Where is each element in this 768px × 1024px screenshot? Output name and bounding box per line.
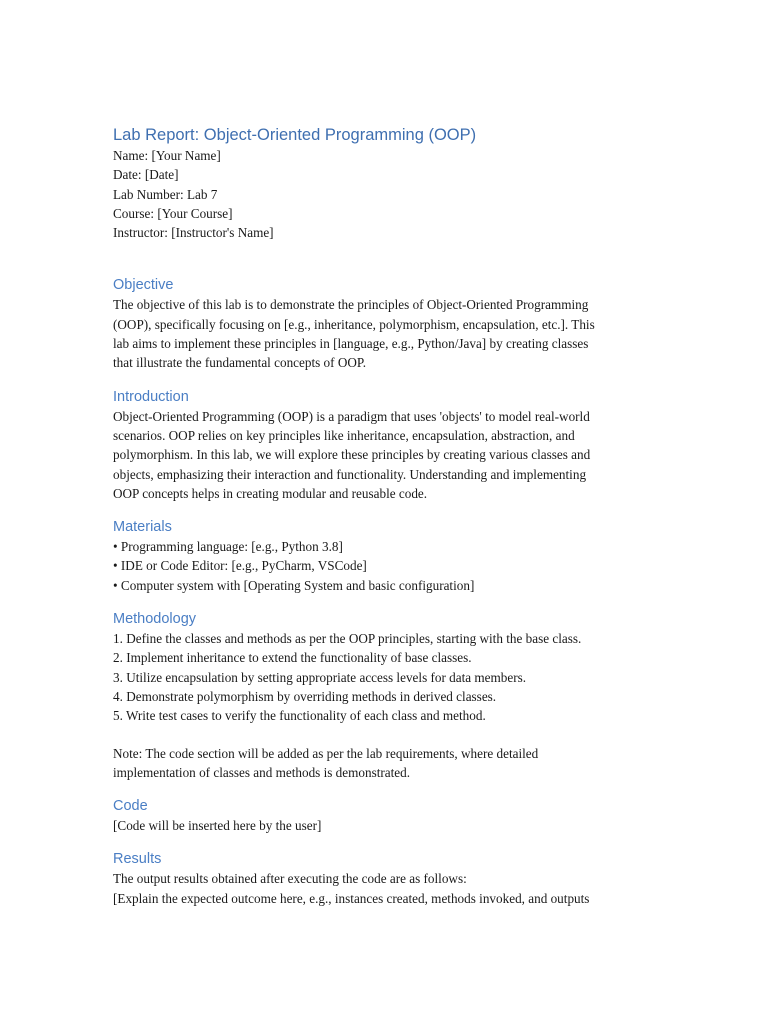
objective-line: (OOP), specifically focusing on [e.g., inheritance, polymorphism, encapsulation, etc.]. This bbox=[113, 316, 595, 332]
list-item: • Computer system with [Operating System and basic configuration] bbox=[113, 577, 475, 593]
results-line: [Explain the expected outcome here, e.g., instances created, methods invoked, and outputs bbox=[113, 890, 590, 906]
objective-line: lab aims to implement these principles in [language, e.g., Python/Java] by creating classes bbox=[113, 336, 589, 352]
meta-block bbox=[113, 146, 653, 242]
methodology-note bbox=[113, 744, 653, 783]
code-section bbox=[113, 796, 653, 835]
note-line: implementation of classes and methods is demonstrated. bbox=[113, 764, 411, 780]
list-item: • Programming language: [e.g., Python 3.8] bbox=[113, 539, 343, 555]
code-placeholder: [Code will be inserted here by the user] bbox=[113, 818, 322, 834]
list-item: 1. Define the classes and methods as per the OOP principles, starting with the base class. bbox=[113, 631, 582, 647]
objective-line: The objective of this lab is to demonstrate the principles of Object-Oriented Programming bbox=[113, 297, 589, 313]
methodology-steps bbox=[113, 629, 653, 725]
results-paragraph bbox=[113, 869, 653, 908]
materials-section bbox=[113, 517, 653, 595]
introduction-paragraph bbox=[113, 407, 653, 503]
document-title: Lab Report: Object-Oriented Programming (OOP) bbox=[113, 126, 477, 144]
introduction-line: OOP concepts helps in creating modular and reusable code. bbox=[113, 485, 428, 501]
list-item: 4. Demonstrate polymorphism by overriding methods in derived classes. bbox=[113, 688, 497, 704]
introduction-line: polymorphism. In this lab, we will explore these principles by creating various classes and bbox=[113, 447, 591, 463]
list-item: 3. Utilize encapsulation by setting appropriate access levels for data members. bbox=[113, 669, 527, 685]
document-page bbox=[113, 124, 653, 908]
objective-section bbox=[113, 275, 653, 372]
meta-course: Course: [Your Course] bbox=[113, 205, 233, 221]
list-item: 5. Write test cases to verify the functionality of each class and method. bbox=[113, 708, 486, 724]
introduction-line: Object-Oriented Programming (OOP) is a paradigm that uses 'objects' to model real-world bbox=[113, 408, 590, 424]
meta-date: Date: [Date] bbox=[113, 167, 179, 183]
list-item: • IDE or Code Editor: [e.g., PyCharm, VSCode] bbox=[113, 558, 367, 574]
introduction-line: scenarios. OOP relies on key principles like inheritance, encapsulation, abstraction, and bbox=[113, 427, 575, 443]
objective-heading: Objective bbox=[113, 277, 174, 294]
objective-line: that illustrate the fundamental concepts of OOP. bbox=[113, 355, 367, 371]
objective-paragraph bbox=[113, 295, 653, 372]
materials-heading: Materials bbox=[113, 519, 172, 536]
methodology-heading: Methodology bbox=[113, 611, 197, 628]
code-heading: Code bbox=[113, 798, 148, 815]
results-heading: Results bbox=[113, 851, 162, 868]
materials-list bbox=[113, 537, 653, 595]
results-line: The output results obtained after executing the code are as follows: bbox=[113, 871, 467, 887]
introduction-section bbox=[113, 387, 653, 503]
note-line: Note: The code section will be added as per the lab requirements, where detailed bbox=[113, 745, 539, 761]
list-item: 2. Implement inheritance to extend the functionality of base classes. bbox=[113, 650, 472, 666]
methodology-section bbox=[113, 609, 653, 782]
meta-instructor: Instructor: [Instructor's Name] bbox=[113, 225, 274, 241]
results-section bbox=[113, 849, 653, 908]
meta-name: Name: [Your Name] bbox=[113, 148, 221, 163]
introduction-heading: Introduction bbox=[113, 388, 189, 405]
meta-lab-number: Lab Number: Lab 7 bbox=[113, 186, 218, 202]
introduction-line: objects, emphasizing their interaction and functionality. Understanding and implementing bbox=[113, 466, 587, 482]
